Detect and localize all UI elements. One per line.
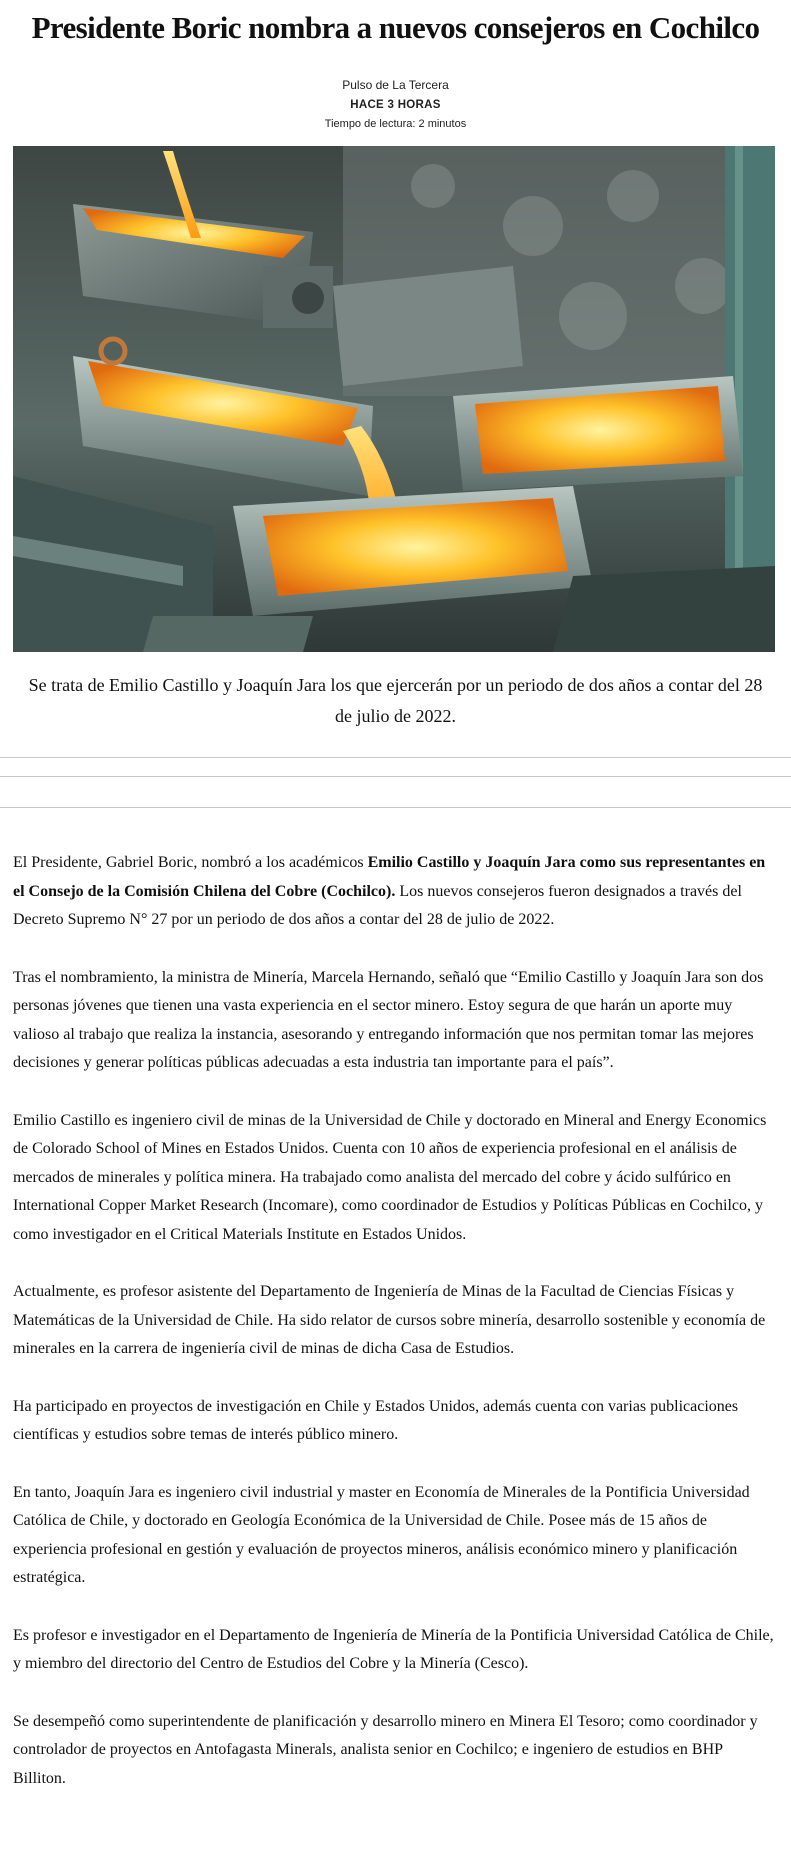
divider	[0, 776, 791, 777]
article-body	[13, 849, 779, 1822]
body-text-run: Los nuevos consejeros fueron designados a través del Decreto Supremo N° 27 por un periodo de dos años a contar del 28 de julio de 2022.	[13, 882, 742, 928]
body-paragraph: Actualmente, es profesor asistente del Departamento de Ingeniería de Minas de la Facultad de Ciencias Físicas y Matemáticas de la Universidad de Chile. Ha sido relator de cursos sobre minería, desarrollo sostenible y economía de minerales en la carrera de ingeniería civil de minas de dicha Casa de Estudios.	[13, 1283, 766, 1357]
article-source[interactable]: Pulso de La Tercera	[342, 78, 449, 92]
body-paragraph: Es profesor e investigador en el Departamento de Ingeniería de Minería de la Pontificia Universidad Católica de Chile, y miembro del directorio del Centro de Estudios del Cobre y la Minería (Cesco).	[13, 1626, 774, 1672]
body-text-run: El Presidente, Gabriel Boric, nombró a los académicos	[13, 854, 368, 871]
body-paragraph: Tras el nombramiento, la ministra de Minería, Marcela Hernando, señaló que “Emilio Castillo y Joaquín Jara son dos personas jóvenes que tienen una vasta experiencia en el sector minero. Estoy segura de que harán un aporte muy valioso al trabajo que realiza la instancia, asesorando y entregando información que nos permitan tomar las mejores decisiones y generar políticas públicas adecuadas a esta industria tan importante para el país”.	[13, 968, 764, 1071]
hero-image	[13, 146, 775, 652]
divider	[0, 757, 791, 758]
body-bold-run: Emilio Castillo y Joaquín Jara como sus representantes en el Consejo de la Comisión Chilena del Cobre (Cochilco).	[13, 854, 766, 900]
body-paragraph	[13, 849, 779, 935]
article-headline: Presidente Boric nombra a nuevos consejeros en Cochilco	[31, 10, 760, 45]
article-read-time: Tiempo de lectura: 2 minutos	[324, 118, 467, 130]
body-paragraph: Emilio Castillo es ingeniero civil de minas de la Universidad de Chile y doctorado en Mineral and Energy Economics de Colorado School of Mines en Estados Unidos. Cuenta con 10 años de experiencia profesional en el análisis de mercados de minerales y política minera. Ha trabajado como analista del mercado del cobre y ácido sulfúrico en International Copper Market Research (Incomare), como coordinador de Estudios y Políticas Públicas en Cochilco, y como investigador en el Critical Materials Institute en Estados Unidos.	[13, 1111, 767, 1243]
body-paragraph: En tanto, Joaquín Jara es ingeniero civil industrial y master en Economía de Minerales de la Pontificia Universidad Católica de Chile, y doctorado en Geología Económica de la Universidad de Chile. Posee más de 15 años de experiencia profesional en gestión y evaluación de proyectos mineros, análisis económico minero y planificación estratégica.	[13, 1483, 750, 1586]
divider	[0, 807, 791, 808]
article-subtitle: Se trata de Emilio Castillo y Joaquín Jara los que ejercerán por un periodo de dos años a contar del 28 de julio de 2022.	[28, 675, 763, 726]
body-paragraph: Se desempeñó como superintendente de planificación y desarrollo minero en Minera El Tesoro; como coordinador y controlador de proyectos en Antofagasta Minerals, analista senior en Cochilco; e ingeniero de estudios en BHP Billiton.	[13, 1712, 758, 1787]
smelting-illustration	[13, 146, 775, 652]
article-timestamp: HACE 3 HORAS	[350, 99, 441, 111]
body-paragraph: Ha participado en proyectos de investigación en Chile y Estados Unidos, además cuenta con varias publicaciones científicas y estudios sobre temas de interés público minero.	[13, 1397, 739, 1443]
